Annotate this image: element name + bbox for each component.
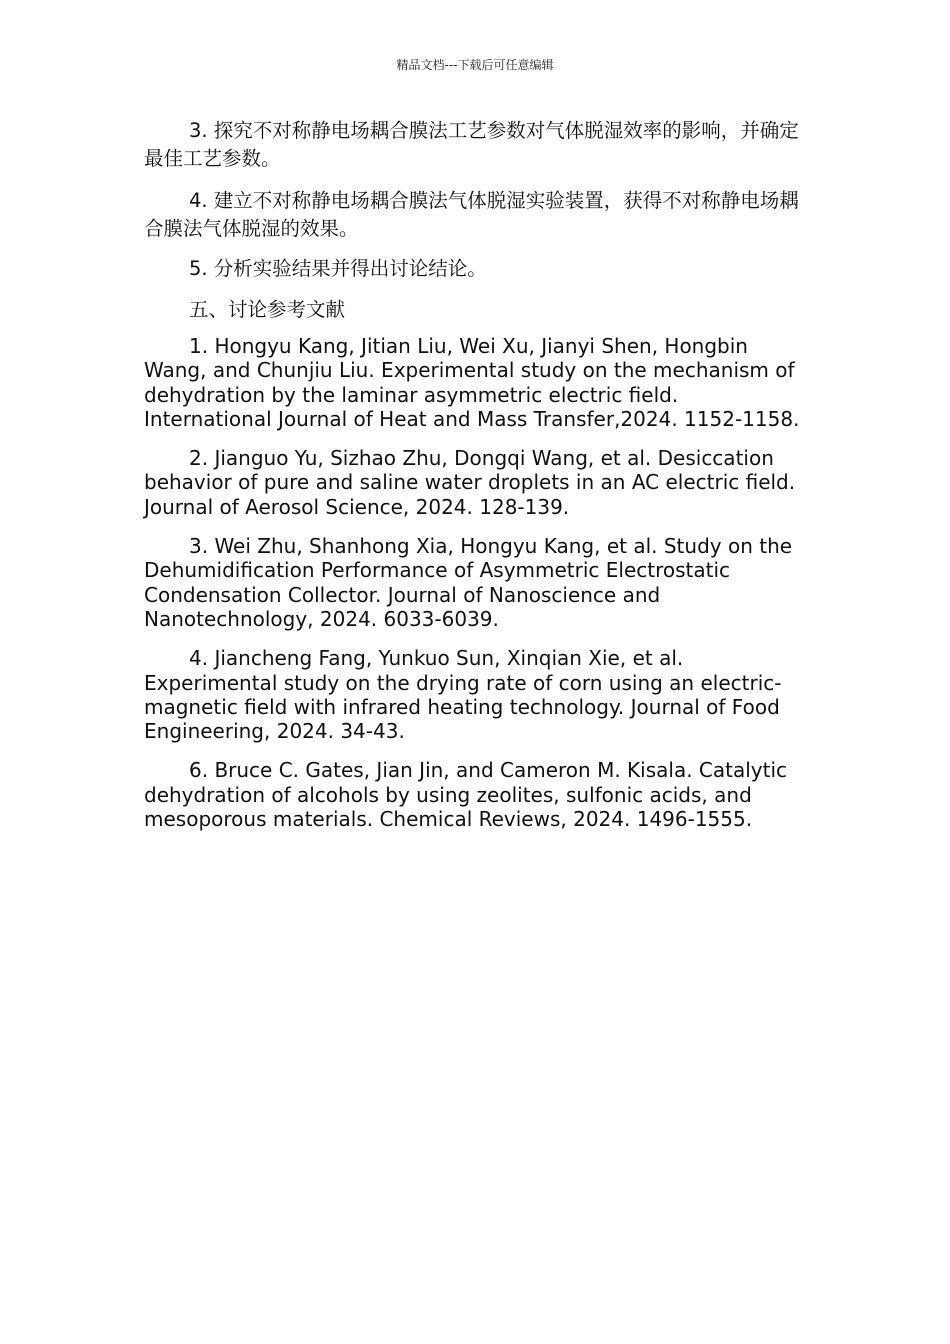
reference-item: 2. Jianguo Yu, Sizhao Zhu, Dongqi Wang, et al. Desiccation behavior of pure and saline water droplets in an AC electric field. Journal of Aerosol Science, 2024. 128-139.	[144, 446, 796, 519]
list-item-4: 4. 建立不对称静电场耦合膜法气体脱湿实验装置，获得不对称静电场耦合膜法气体脱湿的效果。	[144, 189, 799, 240]
reference-item: 6. Bruce C. Gates, Jian Jin, and Cameron M. Kisala. Catalytic dehydration of alcohols by using zeolites, sulfonic acids, and mesoporous materials. Chemical Reviews, 2024. 1496-1555.	[144, 758, 788, 832]
reference-item: 1. Hongyu Kang, Jitian Liu, Wei Xu, Jianyi Shen, Hongbin Wang, and Chunjiu Liu. Experimental study on the mechanism of dehydration by the laminar asymmetric electric field. International Journal of Heat and Mass Transfer,2024. 1152-1158.	[144, 334, 800, 431]
reference-item: 3. Wei Zhu, Shanhong Xia, Hongyu Kang, et al. Study on the Dehumidification Performance of Asymmetric Electrostatic Condensation Collector. Journal of Nanoscience and Nanotechnology, 2024. 6033-6039.	[144, 534, 793, 631]
page-header: 精品文档---下载后可任意编辑	[396, 58, 554, 72]
section-title: 五、讨论参考文献	[189, 297, 346, 321]
list-item-5: 5. 分析实验结果并得出讨论结论。	[189, 257, 487, 280]
document-body	[144, 117, 806, 846]
reference-item: 4. Jiancheng Fang, Yunkuo Sun, Xinqian Xie, et al. Experimental study on the drying rate of corn using an electric-magnetic field with infrared heating technology. Journal of Food Engineering, 2024. 34-43.	[144, 646, 782, 744]
list-item-3: 3. 探究不对称静电场耦合膜法工艺参数对气体脱湿效率的影响，并确定最佳工艺参数。	[144, 119, 799, 170]
